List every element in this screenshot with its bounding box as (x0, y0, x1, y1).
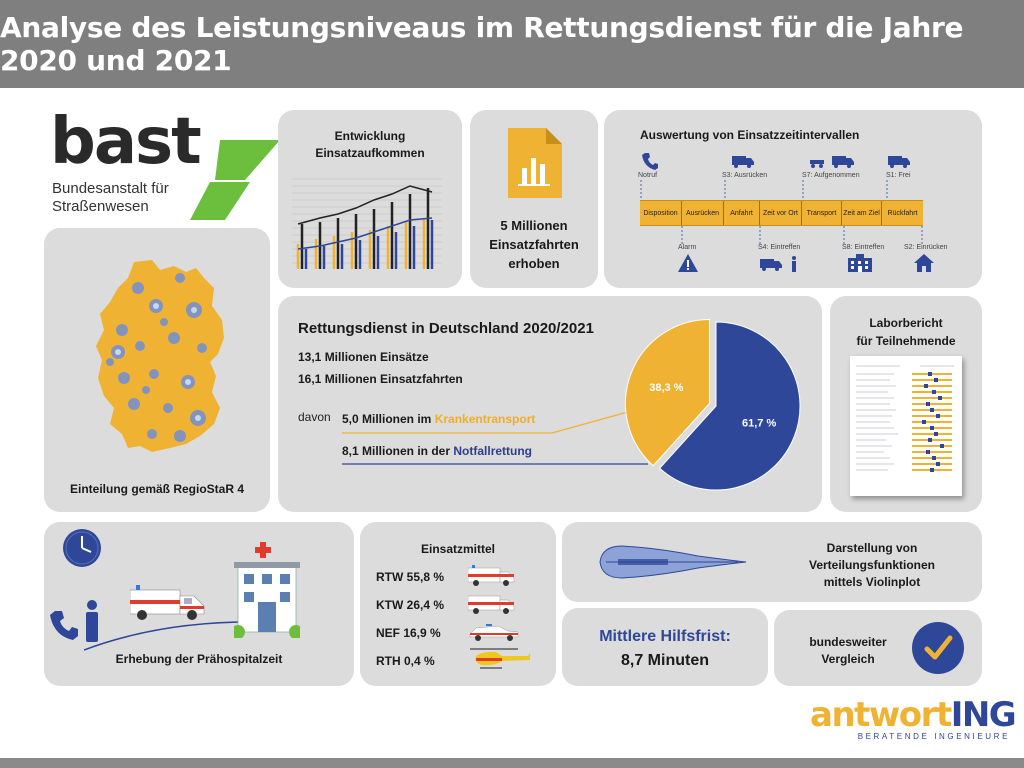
hospital-icon (234, 542, 300, 638)
notfallrettung-line (342, 444, 532, 458)
rtw-label: RTW 55,8 % (376, 570, 445, 584)
card-vergleich (774, 610, 982, 686)
laborbericht-title-1: Laborbericht (869, 316, 943, 330)
label-s8: S8: Eintreffen (842, 244, 885, 251)
ktw-vehicle-icon (468, 592, 516, 616)
header-bar (0, 0, 1024, 88)
einsatzfahrten-line: 16,1 Millionen Einsatzfahrten (298, 372, 463, 386)
bast-line1: Bundesanstalt für (52, 180, 169, 197)
rth-label: RTH 0,4 % (376, 654, 435, 668)
card-hilfsfrist (562, 608, 768, 686)
label-notruf: Notruf (638, 172, 658, 179)
ambulance-icon (732, 154, 754, 168)
report-document-icon (850, 356, 962, 496)
pie-label-krankentransport: 38,3 % (649, 381, 684, 394)
label-s1: S1: Frei (886, 172, 911, 179)
phone-icon (642, 152, 658, 170)
violin-line2: Verteilungsfunktionen (808, 558, 935, 572)
segment-anfahrt: Anfahrt (724, 201, 760, 225)
bast-logo (50, 105, 280, 220)
fahrten-line2: Einsatzfahrten (489, 237, 579, 252)
card-entwicklung (278, 110, 462, 288)
clock-icon (62, 528, 102, 568)
hospital-building-icon (848, 254, 872, 272)
vergleich-line1: bundesweiter (809, 635, 887, 649)
intervalle-title: Auswertung von Einsatzzeitintervallen (640, 128, 860, 142)
ambulance-stretcher-icon (810, 154, 856, 168)
einsatzmittel-title: Einsatzmittel (420, 542, 495, 556)
einsaetze-line: 13,1 Millionen Einsätze (298, 350, 429, 364)
label-s2: S2: Einrücken (904, 244, 948, 251)
segment-zeit-am-ziel: Zeit am Ziel (842, 201, 882, 225)
checkmark-icon (910, 620, 966, 676)
page-title: Analyse des Leistungsniveaus im Rettungsdienst für die Jahre 2020 und 2021 (0, 11, 964, 77)
kt-highlight: Krankentransport (434, 412, 536, 426)
ambulance-free-icon (888, 154, 910, 168)
nf-highlight: Notfallrettung (453, 444, 533, 458)
violin-plot-icon (598, 540, 748, 584)
ambulance-icon (130, 582, 206, 622)
rtw-vehicle-icon (468, 564, 516, 588)
card-laborbericht (830, 296, 982, 512)
card-praehospitalzeit (44, 522, 354, 686)
segment-transport: Transport (802, 201, 842, 225)
nf-underline (342, 462, 652, 466)
hilfsfrist-value: 8,7 Minuten (620, 652, 709, 669)
pie-label-notfallrettung: 61,7 % (741, 417, 777, 430)
logo-tagline: BERATENDE INGENIEURE (857, 732, 1010, 741)
deutschland-title: Rettungsdienst in Deutschland 2020/2021 (298, 320, 594, 337)
pie-chart (618, 308, 814, 504)
fahrten-line1: 5 Millionen (500, 218, 568, 233)
home-icon (914, 254, 934, 272)
card-einsatzmittel (360, 522, 556, 686)
footer-bar (0, 758, 1024, 768)
violin-line1: Darstellung von (826, 541, 918, 555)
nef-label: NEF 16,9 % (376, 626, 441, 640)
antworting-logo (810, 695, 1016, 746)
segment-disposition: Disposition (640, 201, 682, 225)
bast-logo-text: bast (50, 105, 200, 179)
violin-line3: mittels Violinplot (823, 575, 921, 589)
card-deutschland (278, 296, 822, 512)
document-chart-icon (508, 128, 562, 198)
alarm-warning-icon (678, 254, 698, 272)
segment-zeit-vor-ort: Zeit vor Ort (760, 201, 802, 225)
ambulance-person-icon (760, 256, 804, 272)
praehospital-caption: Erhebung der Prähospitalzeit (115, 652, 283, 666)
germany-map-icon (94, 258, 234, 456)
laborbericht-title-2: für Teilnehmende (856, 334, 956, 348)
segment-ausruecken: Ausrücken (682, 201, 724, 225)
hilfsfrist-label: Mittlere Hilfsfrist: (599, 628, 731, 645)
logo-part2: ING (950, 695, 1016, 735)
label-s4: S4: Eintreffen (758, 244, 801, 251)
bast-green-arrow-icon (190, 140, 280, 220)
bast-line2: Straßenwesen (52, 198, 149, 215)
interval-bar (640, 200, 923, 226)
logo-part1: antwort (810, 695, 951, 735)
rth-helicopter-icon (468, 646, 532, 672)
card-einsatzzeitintervalle (604, 110, 982, 288)
card-map (44, 228, 270, 512)
fahrten-line3: erhoben (508, 256, 560, 271)
kt-underline (342, 408, 642, 434)
phone-icon (50, 610, 78, 640)
card-einsatzfahrten (470, 110, 598, 288)
map-caption: Einteilung gemäß RegioStaR 4 (69, 482, 245, 496)
nef-vehicle-icon (468, 622, 520, 642)
nf-prefix: 8,1 Millionen in der (342, 444, 454, 458)
vergleich-line2: Vergleich (821, 652, 875, 666)
ktw-label: KTW 26,4 % (376, 598, 445, 612)
card-violinplot (562, 522, 982, 602)
label-s7: S7: Aufgenommen (802, 172, 860, 179)
entwicklung-title-2: Einsatzaufkommen (315, 146, 425, 160)
segment-rueckfahrt: Rückfahrt (887, 209, 918, 217)
label-s3: S3: Ausrücken (722, 172, 768, 179)
kt-prefix: 5,0 Millionen im (342, 412, 435, 426)
entwicklung-title-1: Entwicklung (334, 129, 406, 143)
trend-chart-icon (292, 174, 448, 274)
davon-label: davon (298, 410, 331, 424)
label-alarm: Alarm (678, 244, 697, 251)
